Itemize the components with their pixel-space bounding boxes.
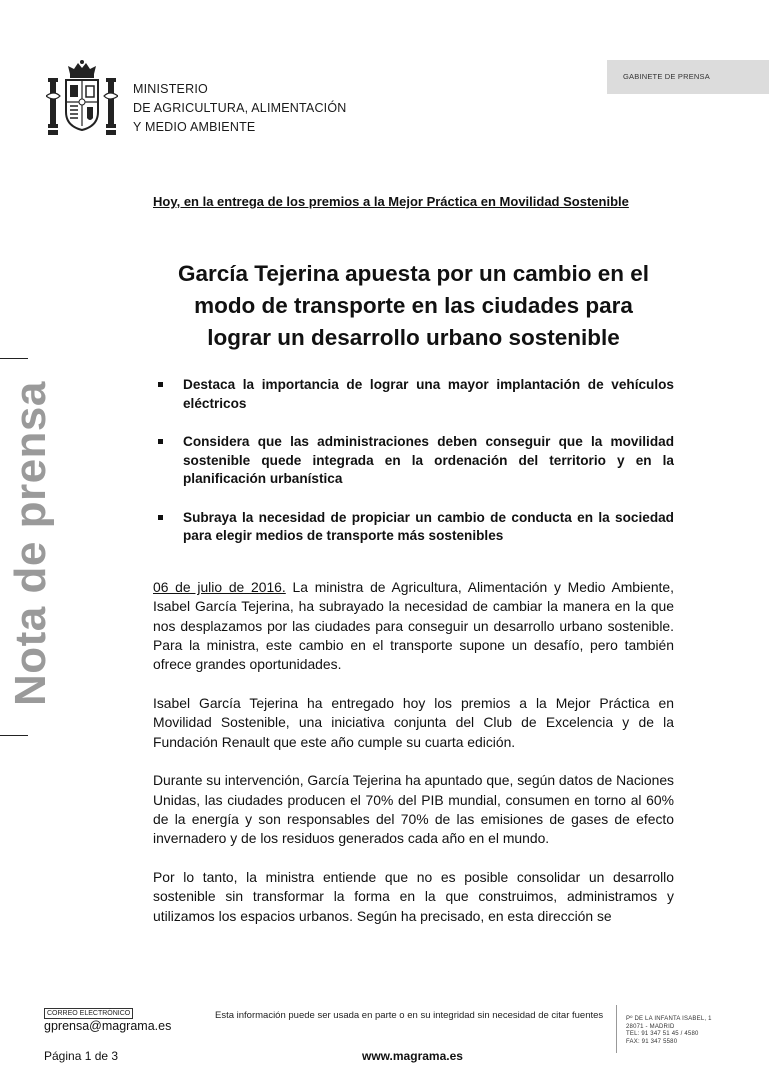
department-label: GABINETE DE PRENSA	[607, 60, 769, 94]
article-date: 06 de julio de 2016.	[153, 579, 286, 595]
paragraph: Por lo tanto, la ministra entiende que no es posible consolidar un desarrollo sostenible sin transformar la forma en la que construimos, administramos y utilizamos los espacios urbanos. Según ha precisado, en esta dirección se	[153, 869, 674, 924]
address-line: FAX: 91 347 5580	[626, 1038, 678, 1045]
email-label: CORREO ELECTRÓNICO	[44, 1008, 133, 1019]
ministry-name	[133, 80, 347, 137]
press-release-title: Nota de prensa	[6, 381, 55, 706]
summary-bullets	[153, 376, 674, 566]
page-number: Página 1 de 3	[44, 1049, 119, 1063]
bullet-text: Destaca la importancia de lograr una mayor implantación de vehículos eléctricos	[183, 377, 674, 411]
bullet-square-icon	[158, 515, 163, 520]
ministry-line: Y MEDIO AMBIENTE	[133, 120, 256, 134]
headline-line: modo de transporte en las ciudades para	[194, 293, 633, 318]
side-divider-top	[0, 358, 28, 359]
website-link[interactable]: www.magrama.es	[362, 1049, 463, 1063]
headline	[153, 258, 674, 354]
email-link[interactable]: gprensa@magrama.es	[44, 1019, 172, 1033]
paragraph-text: La ministra de Agricultura, Alimentación y Medio Ambiente, Isabel García Tejerina, ha subrayado la necesidad de cambiar la manera en la que nos desplazamos por las ciudades para conseguir un desarrollo urbano sostenible. Para la ministra, este cambio en el transporte supone un desafío, pero también ofrece grandes oportunidades.	[153, 579, 674, 673]
ministry-line: DE AGRICULTURA, ALIMENTACIÓN	[133, 101, 347, 115]
address-line: TEL: 91 347 51 45 / 4580	[626, 1031, 699, 1038]
headline-line: lograr un desarrollo urbano sostenible	[207, 325, 620, 350]
footer-divider	[616, 1005, 617, 1053]
paragraph	[153, 578, 674, 674]
headline-line: García Tejerina apuesta por un cambio en el	[178, 261, 649, 286]
bullet-text: Subraya la necesidad de propiciar un cambio de conducta en la sociedad para elegir medios de transporte más sostenibles	[183, 509, 674, 543]
bullet-item	[153, 509, 674, 546]
address-line: Pº DE LA INFANTA ISABEL, 1	[626, 1016, 712, 1022]
kicker: Hoy, en la entrega de los premios a la Mejor Práctica en Movilidad Sostenible	[153, 194, 629, 209]
bullet-square-icon	[158, 439, 163, 444]
paragraph: Isabel García Tejerina ha entregado hoy los premios a la Mejor Práctica en Movilidad Sostenible, una iniciativa conjunta del Club de Excelencia y de la Fundación Renault que este año cumple su cuarta edición.	[153, 694, 674, 750]
address-line: 28071 - MADRID	[626, 1023, 675, 1030]
side-divider-bottom	[0, 735, 28, 736]
paragraph: Durante su intervención, García Tejerina ha apuntado que, según datos de Naciones Unidas, las ciudades producen el 70% del PIB mundial, consumen en torno al 60% de la energía y son responsables del 70% de las emisiones de gases de efecto invernadero y de los residuos generados cada año en el mundo.	[153, 772, 674, 847]
ministry-line: MINISTERIO	[133, 82, 208, 96]
coat-of-arms-icon	[46, 60, 118, 136]
postal-address	[626, 1016, 712, 1046]
article-body	[153, 578, 674, 945]
bullet-item	[153, 376, 674, 413]
usage-notice: Esta información puede ser usada en parte o en su integridad sin necesidad de citar fuentes	[215, 1010, 604, 1021]
bullet-item	[153, 433, 674, 489]
bullet-square-icon	[158, 382, 163, 387]
bullet-text: Considera que las administraciones deben conseguir que la movilidad sostenible quede integrada en la ordenación del territorio y en la planificación urbanística	[183, 434, 674, 486]
